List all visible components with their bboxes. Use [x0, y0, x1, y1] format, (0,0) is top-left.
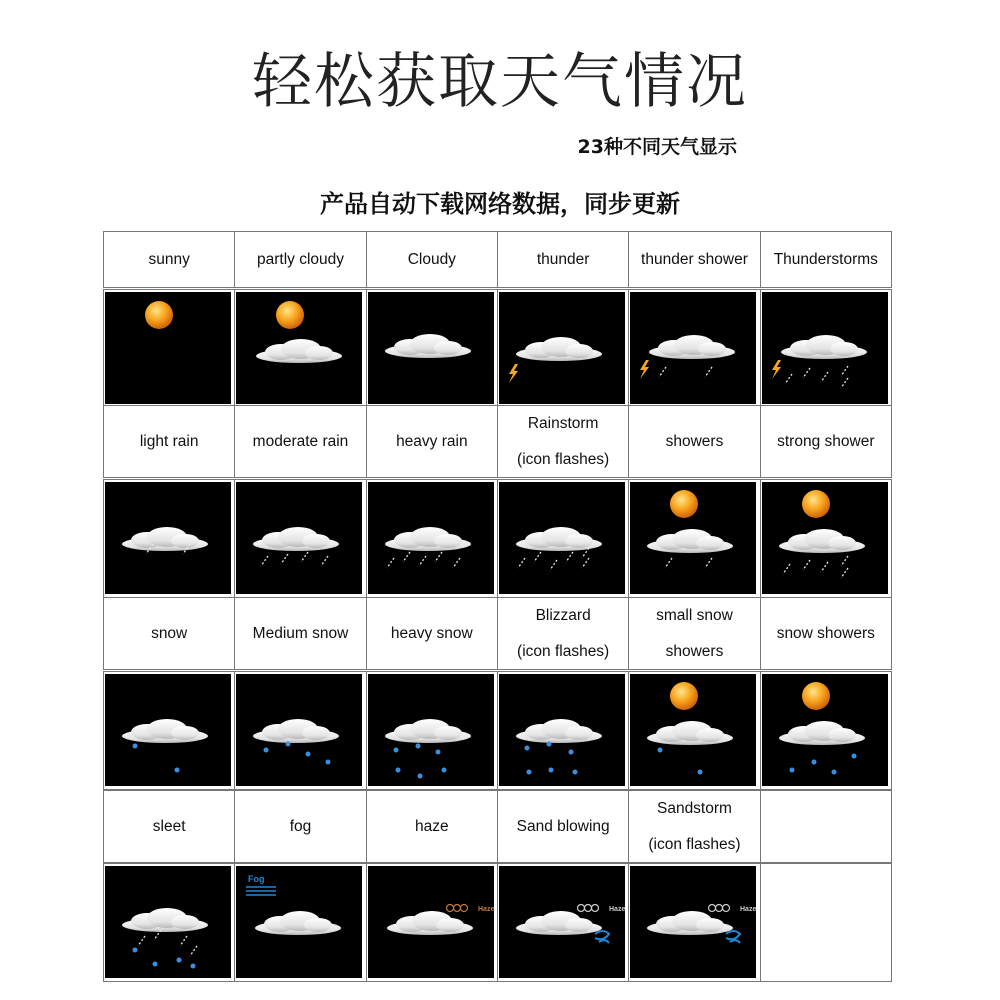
sun-shape [670, 682, 698, 710]
weather-label-line: Thunderstorms [773, 250, 878, 268]
weather-icon-cell [103, 479, 235, 598]
weather-label [628, 597, 760, 670]
snowflake [698, 770, 703, 775]
weather-icon-cell [497, 289, 629, 408]
weather-label-line: Rainstorm [527, 414, 599, 432]
weather-label [366, 231, 498, 288]
weather-label-line: partly cloudy [256, 250, 344, 268]
page-headline: 产品自动下载网络数据，同步更新 [320, 190, 680, 218]
weather-label-line: fog [289, 817, 312, 835]
snowflake [572, 770, 577, 775]
snowflake [177, 958, 182, 963]
light-rain-icon [105, 482, 231, 594]
heavy-rain-icon [368, 482, 494, 594]
weather-icon-cell [366, 289, 498, 408]
weather-label [497, 405, 629, 478]
weather-label [366, 597, 498, 670]
snowflake [393, 748, 398, 753]
weather-label-line: strong shower [777, 432, 875, 450]
icon-caption: Haze [740, 906, 757, 913]
empty-label-cell [760, 790, 892, 863]
weather-grid [103, 231, 891, 980]
strong-shower-icon [762, 482, 888, 594]
moderate-rain-icon [236, 482, 362, 594]
icon-caption: Haze [477, 906, 494, 913]
sun-shape [276, 301, 304, 329]
snowflake [546, 742, 551, 747]
snowflake [286, 742, 291, 747]
snowflake [175, 768, 180, 773]
weather-icon-cell [628, 289, 760, 408]
weather-icon-cell [103, 289, 235, 408]
snowflake [133, 744, 138, 749]
weather-label-line: Sandstorm [656, 799, 732, 817]
snow-icon [105, 674, 231, 786]
snowflake [415, 744, 420, 749]
cloud-icon [368, 292, 494, 404]
weather-label-line: snow showers [776, 624, 875, 642]
weather-label-line: light rain [139, 432, 199, 450]
weather-label [234, 405, 366, 478]
thunder-shower-icon [630, 292, 756, 404]
snowflake [658, 748, 663, 753]
icon-caption: Haze [608, 906, 625, 913]
snowflake [306, 752, 311, 757]
weather-label-line: Blizzard [535, 606, 591, 624]
weather-label [234, 597, 366, 670]
snowflake [548, 768, 553, 773]
blizzard-icon [499, 674, 625, 786]
weather-label [497, 597, 629, 670]
weather-icon-cell [234, 671, 366, 790]
weather-label-line: (icon flashes) [517, 642, 610, 660]
weather-label-line: showers [665, 432, 724, 450]
weather-icon-cell [628, 479, 760, 598]
sun-shape [802, 682, 830, 710]
weather-label-line: (icon flashes) [648, 835, 741, 853]
snowflake [395, 768, 400, 773]
fog-icon [236, 866, 362, 978]
thunderstorm-icon [762, 292, 888, 404]
snowflake [526, 770, 531, 775]
weather-label [103, 231, 235, 288]
snowflake [326, 760, 331, 765]
snowflake [851, 754, 856, 759]
snowflake [153, 962, 158, 967]
small-snow-showers-icon [630, 674, 756, 786]
snowflake [831, 770, 836, 775]
weather-label-line: haze [415, 817, 449, 835]
sun-shape [670, 490, 698, 518]
weather-label-line: moderate rain [252, 432, 349, 450]
snow-showers-icon [762, 674, 888, 786]
weather-label [760, 405, 892, 478]
weather-label [103, 790, 235, 863]
heavy-snow-icon [368, 674, 494, 786]
weather-label [366, 405, 498, 478]
snowflake [191, 964, 196, 969]
medium-snow-icon [236, 674, 362, 786]
sun-icon [105, 292, 231, 404]
sandstorm-icon [630, 866, 756, 978]
snowflake [811, 760, 816, 765]
page-title: 轻松获取天气情况 [252, 47, 748, 117]
weather-icon-cell [103, 671, 235, 790]
snowflake [789, 768, 794, 773]
thunder-icon [499, 292, 625, 404]
weather-label-line: Sand blowing [516, 817, 610, 835]
weather-label [760, 231, 892, 288]
weather-label [760, 597, 892, 670]
weather-icon-cell [103, 863, 235, 982]
snowflake [524, 746, 529, 751]
weather-icon-cell [234, 289, 366, 408]
showers-icon [630, 482, 756, 594]
empty-icon-cell [760, 863, 892, 982]
weather-icon-cell [366, 671, 498, 790]
weather-label [234, 231, 366, 288]
weather-label-line: showers [665, 642, 724, 660]
weather-label-line: (icon flashes) [517, 450, 610, 468]
snowflake [435, 750, 440, 755]
weather-label [103, 405, 235, 478]
sun-cloud-icon [236, 292, 362, 404]
weather-label-line: heavy rain [396, 432, 468, 450]
weather-label [628, 405, 760, 478]
weather-icon-cell [628, 671, 760, 790]
weather-icon-cell [234, 863, 366, 982]
weather-label [497, 231, 629, 288]
weather-label-line: sleet [152, 817, 186, 835]
rainstorm-icon [499, 482, 625, 594]
sun-shape [802, 490, 830, 518]
snowflake [133, 948, 138, 953]
snowflake [441, 768, 446, 773]
weather-icon-cell [760, 671, 892, 790]
weather-icon-cell [497, 863, 629, 982]
weather-label-line: sunny [148, 250, 190, 268]
weather-label [103, 597, 235, 670]
weather-label-line: Cloudy [407, 250, 456, 268]
weather-icon-cell [760, 479, 892, 598]
sand-blowing-icon [499, 866, 625, 978]
weather-icon-cell [234, 479, 366, 598]
weather-icon-cell [628, 863, 760, 982]
weather-label-line: small snow [656, 606, 733, 624]
weather-label-line: snow [151, 624, 188, 642]
weather-label [497, 790, 629, 863]
icon-caption: Fog [248, 874, 265, 884]
weather-label-line: Medium snow [252, 624, 349, 642]
weather-label [366, 790, 498, 863]
weather-icon-cell [366, 863, 498, 982]
sun-shape [145, 301, 173, 329]
weather-label [628, 790, 760, 863]
weather-icon-cell [497, 479, 629, 598]
weather-icon-cell [760, 289, 892, 408]
weather-label-line: heavy snow [390, 624, 473, 642]
haze-icon [368, 866, 494, 978]
page-subtitle: 23种不同天气显示 [577, 136, 737, 158]
weather-label [234, 790, 366, 863]
snowflake [264, 748, 269, 753]
weather-label [628, 231, 760, 288]
weather-icon-cell [366, 479, 498, 598]
weather-icon-cell [497, 671, 629, 790]
weather-label-line: thunder shower [641, 250, 748, 268]
sleet-icon [105, 866, 231, 978]
weather-label-line: thunder [536, 250, 590, 268]
snowflake [568, 750, 573, 755]
snowflake [417, 774, 422, 779]
